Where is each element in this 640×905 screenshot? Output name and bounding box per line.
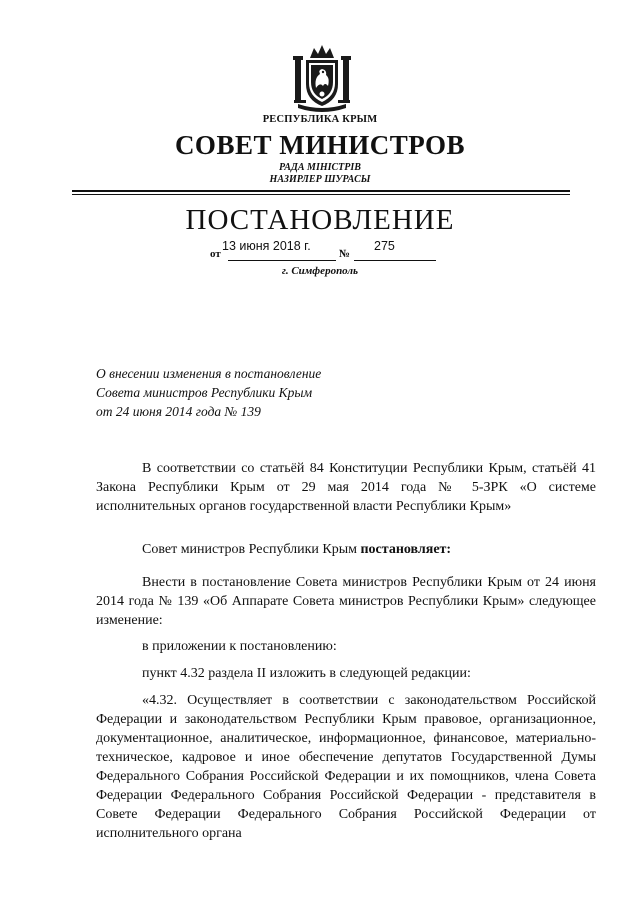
number-prefix: № <box>339 248 351 260</box>
resolves-keyword: постановляет: <box>360 542 452 557</box>
body-paragraph-clause: пункт 4.32 раздела II изложить в следующей редакции: <box>142 666 471 681</box>
body-paragraph-appendix: в приложении к постановлению: <box>142 639 337 654</box>
date-underline <box>228 260 336 261</box>
document-subject <box>96 364 396 421</box>
document-date: 13 июня 2018 г. <box>222 239 311 253</box>
resolves-lead: Совет министров Республики Крым <box>142 542 361 557</box>
subject-line-1: О внесении изменения в постановление <box>96 366 322 381</box>
subject-line-3: от 24 июня 2014 года № 139 <box>96 404 261 419</box>
body-paragraph-amendment: Внести в постановление Совета министров Республики Крым от 24 июня 2014 года № 139 «Об Аппарате Совета министров Республики Крым» следующее изменение: <box>96 575 596 628</box>
document-number: 275 <box>374 239 395 253</box>
number-underline <box>354 260 436 261</box>
header-divider-thin <box>72 194 570 195</box>
document-city: г. Симферополь <box>281 265 359 277</box>
subject-line-2: Совета министров Республики Крым <box>96 385 313 400</box>
date-prefix: от <box>210 248 221 260</box>
body-paragraph-basis: В соответствии со статьёй 84 Конституции Республики Крым, статьёй 41 Закона Республики Крым от 29 мая 2014 года № 5-ЗРК «О системе исполнительных органов государственной власти Республики Крым» <box>96 461 596 514</box>
council-title-ukrainian: РАДА МІНІСТРІВ <box>279 162 361 173</box>
body-paragraph-resolves <box>96 540 596 559</box>
document-type-title: ПОСТАНОВЛЕНИЕ <box>185 204 455 236</box>
header-divider-thick <box>72 190 570 192</box>
republic-name: РЕСПУБЛИКА КРЫМ <box>262 114 378 125</box>
council-title-crimean-tatar: НАЗИРЛЕР ШУРАСЫ <box>269 174 371 185</box>
council-title: СОВЕТ МИНИСТРОВ <box>174 130 466 160</box>
crimea-coat-of-arms-icon <box>292 42 352 112</box>
body-paragraph-clause-text: «4.32. Осуществляет в соответствии с законодательством Российской Федерации и законодательством Республики Крым правовое, организационное, документационное, аналитическое, информационное, финансовое, материально-техническое, кадровое и иное обеспечение депутатов Государственной Думы Федерального Собрания Российской Федерации и их помощников, члена Совета Федерации Федерального Собрания Российской Федерации - представителя в Совете Федерации Федерального Собрания Российской Федерации от исполнительного органа <box>96 693 596 841</box>
date-number-line <box>210 239 440 263</box>
